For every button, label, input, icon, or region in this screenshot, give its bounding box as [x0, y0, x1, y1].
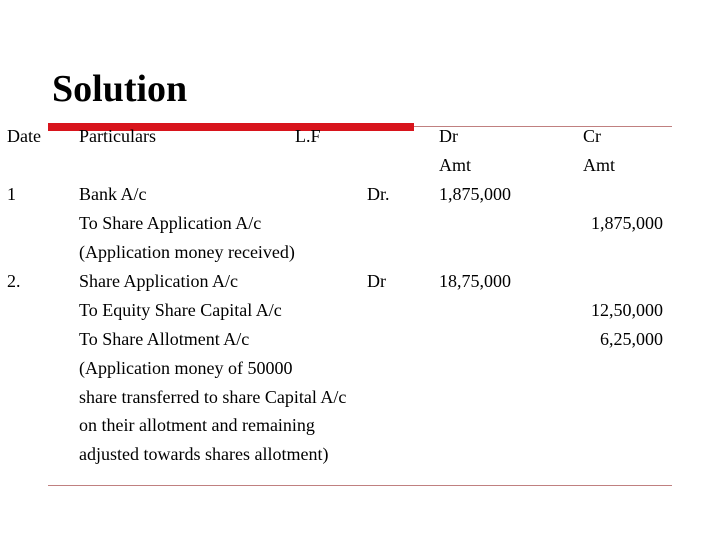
entry-2-narration-4: adjusted towards shares allotment): [79, 444, 329, 464]
header-dr: Dr: [439, 126, 458, 146]
header-lf: L.F: [295, 126, 321, 146]
entry-2-credit-line-2: To Share Allotment A/c: [79, 329, 250, 349]
entry-2-credit-line-1: To Equity Share Capital A/c: [79, 300, 282, 320]
entry-1-date: 1: [7, 184, 16, 204]
entry-1-dr-amount: 1,875,000: [439, 184, 511, 204]
header-date: Date: [7, 126, 41, 146]
header-cr-amt: Amt: [583, 155, 616, 175]
entry-2-cr-amount-1: 12,50,000: [591, 300, 663, 320]
entry-2-date: 2.: [7, 271, 21, 291]
header-particulars: Particulars: [79, 126, 156, 146]
entry-2-dr-amount: 18,75,000: [439, 271, 511, 291]
entry-1-cr-amount: 1,875,000: [591, 213, 663, 233]
entry-2-narration-2: share transferred to share Capital A/c: [79, 387, 347, 407]
footer-rule: [48, 485, 672, 486]
entry-2-dr-marker: Dr: [367, 271, 386, 291]
header-dr-amt: Amt: [439, 155, 472, 175]
entry-1-dr-marker: Dr.: [367, 184, 390, 204]
entry-1-credit-line: To Share Application A/c: [79, 213, 262, 233]
entry-2-narration-1: (Application money of 50000: [79, 358, 293, 378]
entry-2-debit-line: Share Application A/c: [79, 271, 238, 291]
entry-1-narration: (Application money received): [79, 242, 295, 262]
page-title: Solution: [52, 68, 188, 110]
entry-2-narration-3: on their allotment and remaining: [79, 415, 315, 435]
entry-2-cr-amount-2: 6,25,000: [600, 329, 663, 349]
header-cr: Cr: [583, 126, 601, 146]
entry-1-debit-line: Bank A/c: [79, 184, 147, 204]
